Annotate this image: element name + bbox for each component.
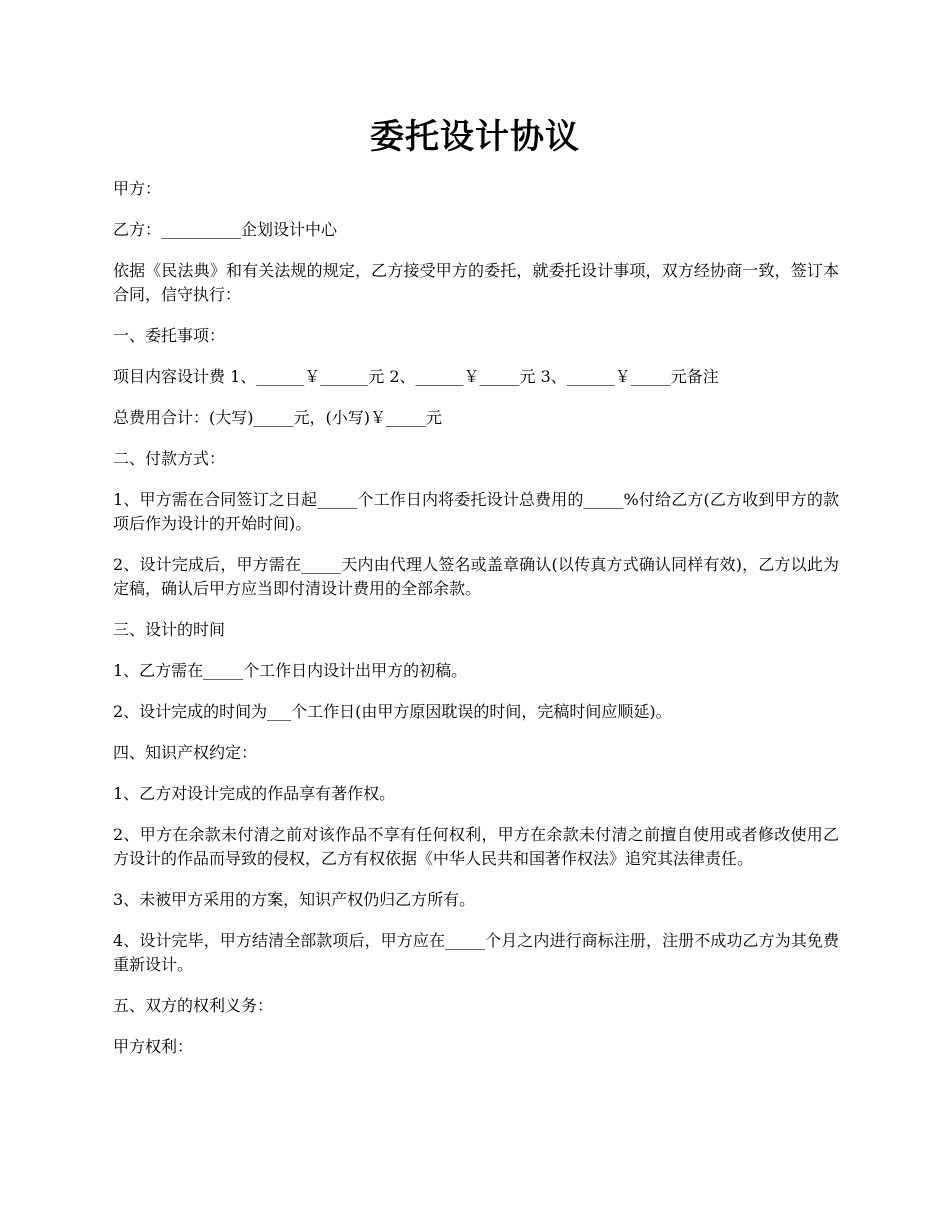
paragraph-party-b: 乙方：__________企划设计中心 <box>113 220 338 239</box>
paragraph-total-fee: 总费用合计：(大写)_____元，(小写)￥_____元 <box>113 408 442 427</box>
document-title: 委托设计协议 <box>370 117 580 157</box>
paragraph-payment-2: 2、设计完成后，甲方需在_____天内由代理人签名或盖章确认(以传真方式确认同样有效)，乙方以此为定稿，确认后甲方应当即付清设计费用的全部余款。 <box>113 555 839 598</box>
paragraph-party-a-rights: 甲方权利： <box>113 1037 194 1056</box>
paragraph-ip-3: 3、未被甲方采用的方案，知识产权仍归乙方所有。 <box>113 890 476 909</box>
paragraph-time-2: 2、设计完成的时间为___个工作日(由甲方原因耽误的时间，完稿时间应顺延)。 <box>113 702 672 721</box>
paragraph-design-fees: 项目内容设计费 1、______￥______元 2、______￥_____元 3、______￥_____元备注 <box>113 367 719 386</box>
paragraph-ip-1: 1、乙方对设计完成的作品享有著作权。 <box>113 784 396 803</box>
section-heading-5: 五、双方的权利义务： <box>113 996 274 1015</box>
paragraph-party-a: 甲方： <box>113 179 162 198</box>
section-heading-4: 四、知识产权约定： <box>113 743 258 762</box>
section-heading-2: 二、付款方式： <box>113 449 226 468</box>
document-body <box>113 177 839 1076</box>
paragraph-payment-1: 1、甲方需在合同签订之日起_____个工作日内将委托设计总费用的_____%付给乙方(乙方收到甲方的款项后作为设计的开始时间)。 <box>113 490 839 533</box>
section-heading-1: 一、委托事项： <box>113 326 226 345</box>
section-heading-3: 三、设计的时间 <box>113 620 226 639</box>
paragraph-ip-2: 2、甲方在余款未付清之前对该作品不享有任何权利，甲方在余款未付清之前擅自使用或者修改使用乙方设计的作品而导致的侵权，乙方有权依据《中华人民共和国著作权法》追究其法律责任。 <box>113 825 839 868</box>
paragraph-preamble: 依据《民法典》和有关法规的规定，乙方接受甲方的委托，就委托设计事项，双方经协商一致，签订本合同，信守执行： <box>113 261 839 304</box>
paragraph-ip-4: 4、设计完毕，甲方结清全部款项后，甲方应在_____个月之内进行商标注册，注册不成功乙方为其免费重新设计。 <box>113 931 839 974</box>
paragraph-time-1: 1、乙方需在_____个工作日内设计出甲方的初稿。 <box>113 661 468 680</box>
